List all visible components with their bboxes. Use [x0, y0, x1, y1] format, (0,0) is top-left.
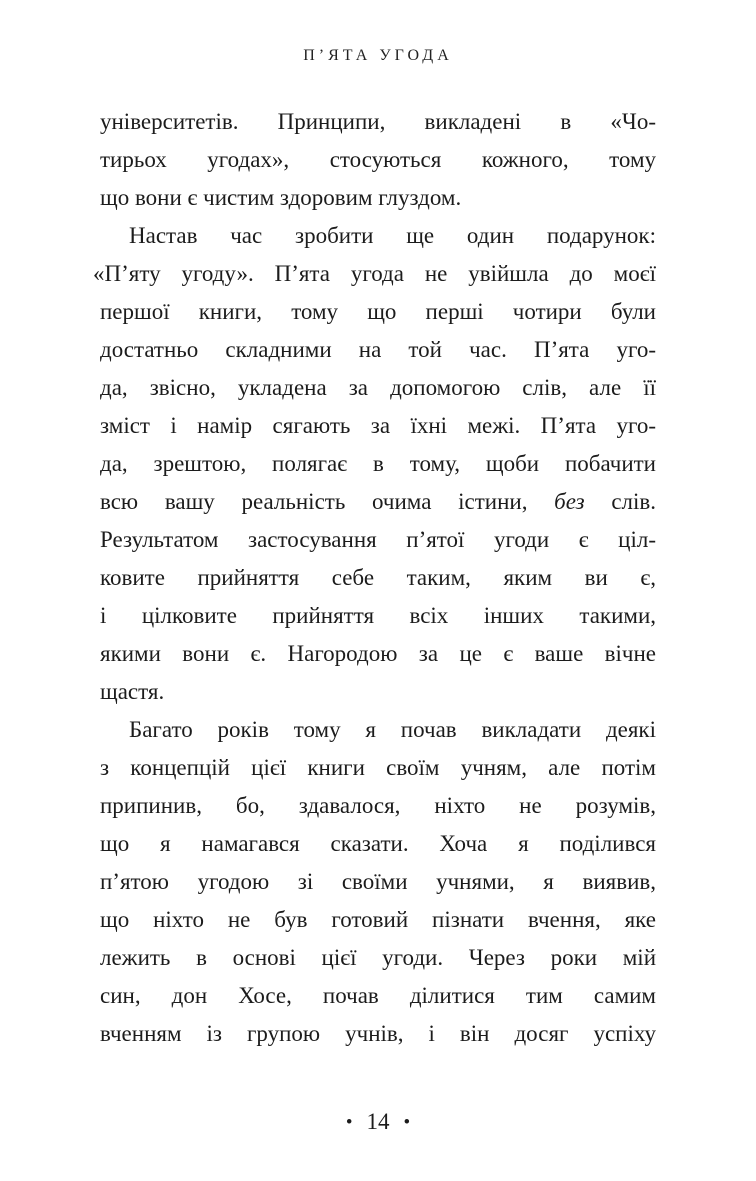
body-line: ковите прийняття себе таким, яким ви є,: [100, 565, 656, 590]
body-line: Настав час зробити ще один подарунок:: [129, 223, 656, 248]
body-line: лежить в основі цієї угоди. Через роки мій: [100, 945, 656, 970]
body-line: син, дон Хосе, почав ділитися тим самим: [100, 983, 656, 1008]
body-line: і цілковите прийняття всіх інших такими,: [100, 603, 656, 628]
folio-bullet-right: •: [403, 1111, 411, 1133]
body-line: що вони є чистим здоровим глуздом.: [100, 185, 462, 210]
body-line: достатньо складними на той час. П’ята уго-: [100, 337, 656, 362]
body-line-italic-segment: без: [554, 489, 585, 514]
body-text: [93, 103, 657, 1053]
running-header: П’ЯТА УГОДА: [303, 47, 453, 64]
body-line: да, звісно, укладена за допомогою слів, але її: [100, 375, 656, 400]
body-line: зміст і намір сягають за їхні межі. П’ята уго-: [100, 413, 656, 438]
body-line: да, зрештою, полягає в тому, щоби побачити: [100, 451, 656, 476]
folio-bullet-left: •: [345, 1111, 353, 1133]
body-line: що я намагався сказати. Хоча я поділився: [100, 831, 656, 856]
page-footer: [0, 1103, 756, 1141]
body-line: щастя.: [100, 679, 165, 704]
page-number: 14: [366, 1109, 390, 1134]
body-line: якими вони є. Нагородою за це є ваше вічне: [100, 641, 656, 666]
body-line: «П’яту угоду». П’ята угода не увійшла до моєї: [93, 261, 656, 286]
body-line: вченням із групою учнів, і він досяг успіху: [100, 1021, 656, 1046]
body-line: припинив, бо, здавалося, ніхто не розумів,: [100, 793, 656, 818]
body-line: п’ятою угодою зі своїми учнями, я виявив,: [100, 869, 656, 894]
body-line-segment: слів.: [584, 489, 657, 514]
body-line: Результатом застосування п’ятої угоди є ціл-: [100, 527, 656, 552]
body-line: що ніхто не був готовий пізнати вчення, яке: [100, 907, 656, 932]
body-line: першої книги, тому що перші чотири були: [100, 299, 656, 324]
body-line-segment: всю вашу реальність очима істини,: [100, 489, 555, 514]
body-line: з концепцій цієї книги своїм учням, але потім: [100, 755, 656, 780]
body-line: [100, 483, 656, 521]
body-line: Багато років тому я почав викладати деякі: [129, 717, 656, 742]
body-line: тирьох угодах», стосуються кожного, тому: [100, 147, 656, 172]
body-line: університетів. Принципи, викладені в «Чо-: [100, 109, 656, 134]
